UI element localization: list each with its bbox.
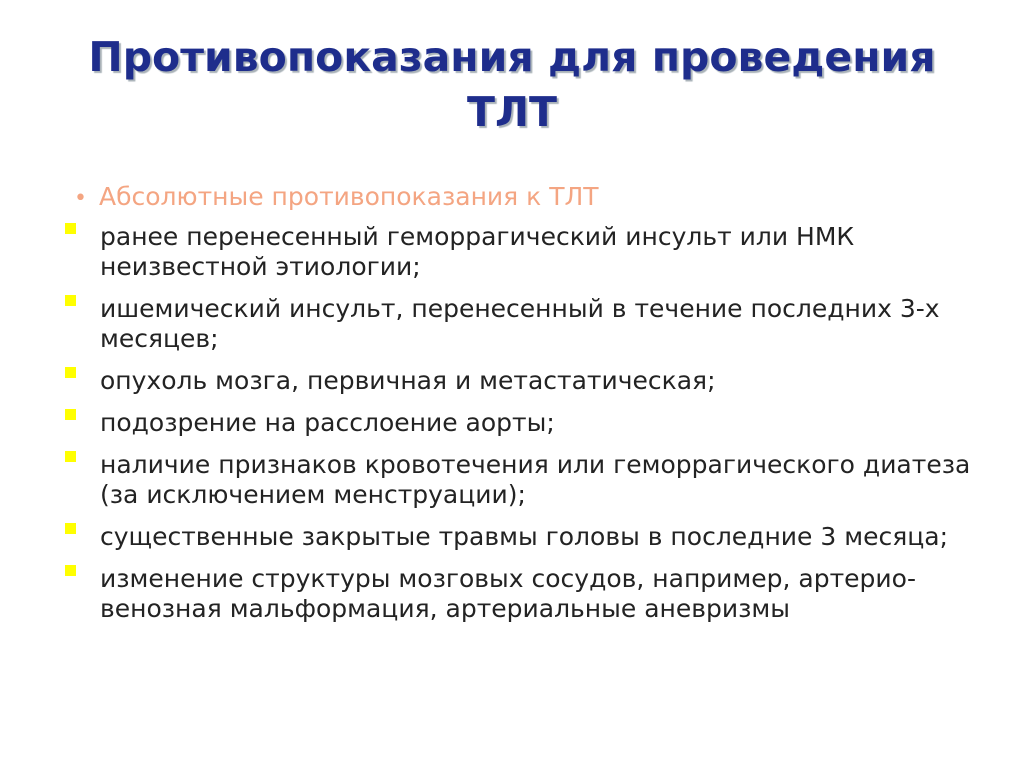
list-item-text: ранее перенесенный геморрагический инсульт или НМК неизвестной этиологии; <box>100 222 855 281</box>
square-bullet-icon <box>65 451 76 462</box>
round-bullet-icon: • <box>74 186 87 211</box>
list-item <box>62 366 1002 396</box>
list-item-text: ишемический инсульт, перенесенный в течение последних 3-х месяцев; <box>100 294 940 353</box>
square-bullet-icon <box>65 295 76 306</box>
list-item <box>62 522 1002 552</box>
list-item <box>62 564 1002 624</box>
square-bullet-icon <box>65 367 76 378</box>
list-item-text: подозрение на расслоение аорты; <box>100 408 555 437</box>
subheading-text: Абсолютные противопоказания к ТЛТ <box>99 182 599 211</box>
list-item-text: наличие признаков кровотечения или геморрагического диатеза (за исключением менструации); <box>100 450 971 509</box>
square-bullet-icon <box>65 523 76 534</box>
list-item <box>62 408 1002 438</box>
square-bullet-icon <box>65 565 76 576</box>
subheading <box>74 180 599 216</box>
slide-title: Противопоказания для проведения ТЛТ <box>88 33 936 136</box>
contraindications-list <box>62 222 1002 636</box>
list-item-text: опухоль мозга, первичная и метастатическая; <box>100 366 716 395</box>
list-item <box>62 222 1002 282</box>
square-bullet-icon <box>65 409 76 420</box>
list-item <box>62 450 1002 510</box>
list-item <box>62 294 1002 354</box>
list-item-text: существенные закрытые травмы головы в последние 3 месяца; <box>100 522 949 551</box>
square-bullet-icon <box>65 223 76 234</box>
list-item-text: изменение структуры мозговых сосудов, например, артерио-венозная мальформация, артериальные аневризмы <box>100 564 916 623</box>
